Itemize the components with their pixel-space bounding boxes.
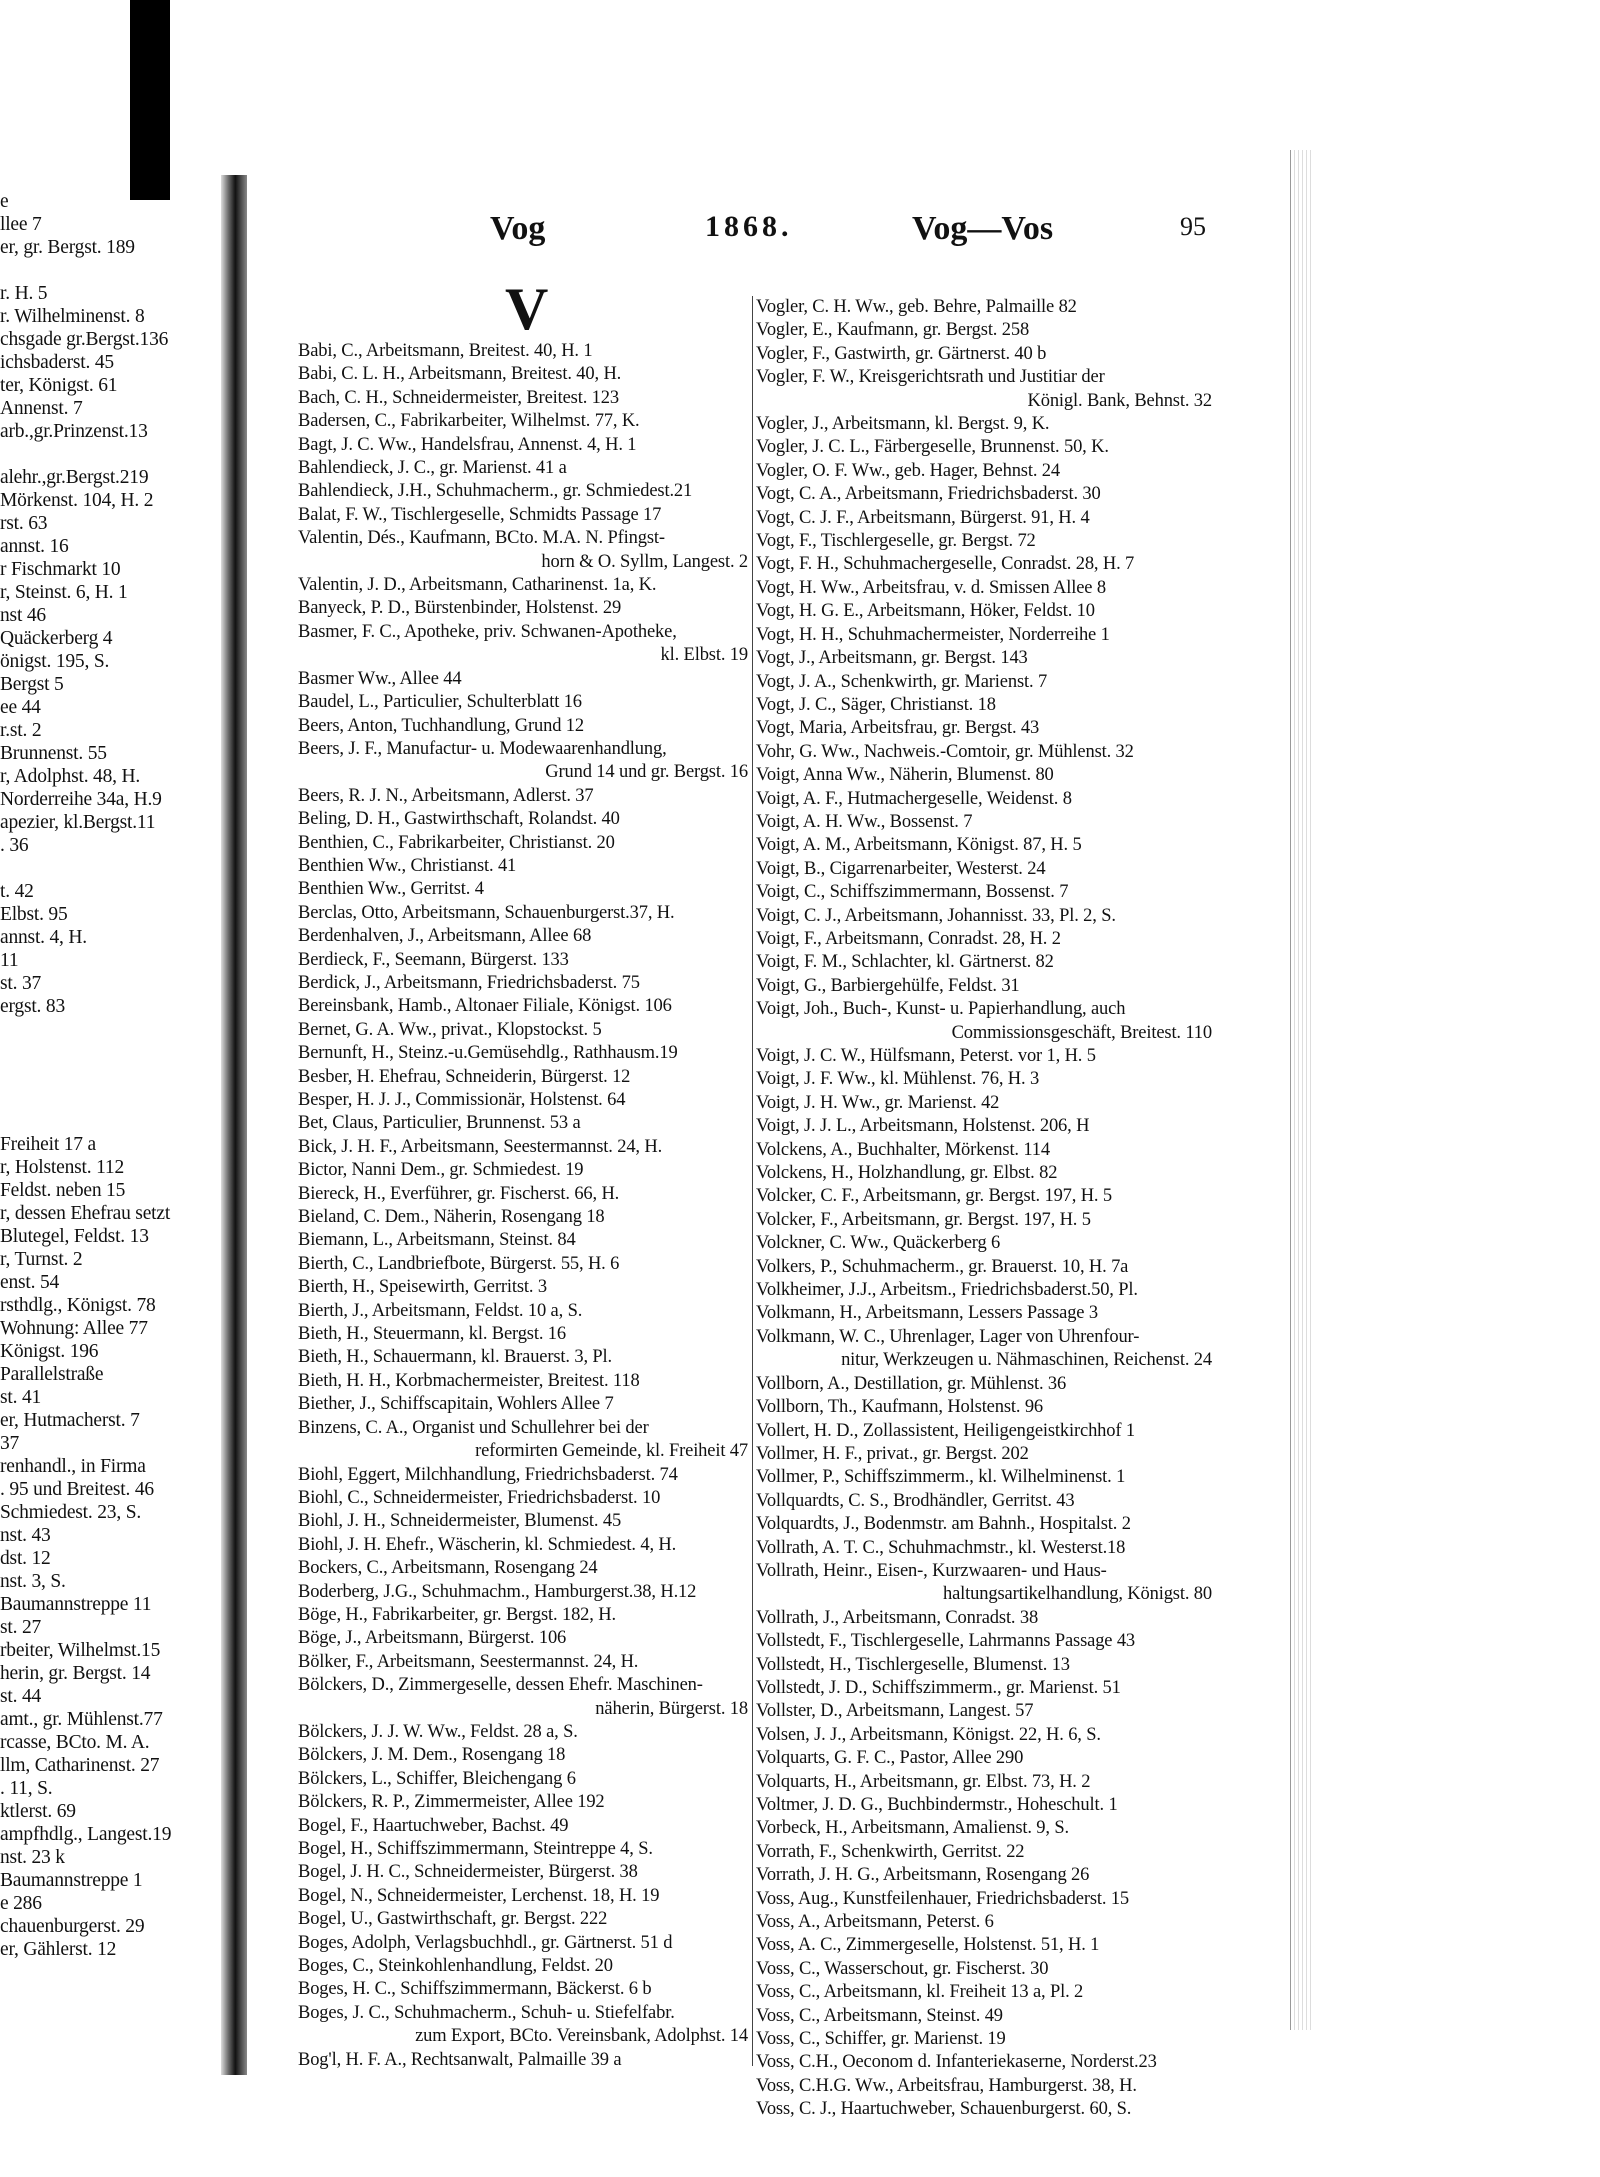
left-page-line: r, Steinst. 6, H. 1 [0, 582, 128, 603]
directory-entry: Bierth, J., Arbeitsmann, Feldst. 10 a, S. [298, 1300, 583, 1321]
left-page-line [0, 1110, 226, 1133]
directory-entry: Binzens, C. A., Organist und Schullehrer bei der [298, 1417, 649, 1438]
left-page-line: Parallelstraße [0, 1364, 104, 1385]
directory-entry: Beling, D. H., Gastwirthschaft, Rolandst. 40 [298, 809, 620, 830]
directory-entry: Bahlendieck, J.H., Schuhmacherm., gr. Schmiedest.21 [298, 481, 693, 502]
left-page-line: e [0, 191, 9, 212]
directory-entry: Berdieck, F., Seemann, Bürgerst. 133 [298, 949, 569, 970]
directory-entry: Voigt, J. F. Ww., kl. Mühlenst. 76, H. 3 [756, 1069, 1040, 1090]
directory-entry: Vogler, F. W., Kreisgerichtsrath und Justitiar der [756, 367, 1105, 388]
directory-entry-continuation: zum Export, BCto. Vereinsbank, Adolphst. 14 [415, 2026, 748, 2047]
directory-entry: Bahlendieck, J. C., gr. Marienst. 41 a [298, 458, 567, 479]
left-page-line: r, dessen Ehefrau setzt [0, 1203, 171, 1224]
directory-entry: Vogler, O. F. Ww., geb. Hager, Behnst. 24 [756, 460, 1060, 481]
directory-entry: Voigt, G., Barbiergehülfe, Feldst. 31 [756, 975, 1020, 996]
header-left: Vog [490, 210, 546, 247]
directory-entry: Bogel, J. H. C., Schneidermeister, Bürgerst. 38 [298, 1862, 638, 1883]
left-page-line: 11 [0, 950, 19, 971]
directory-entry: Bieth, H., Steuermann, kl. Bergst. 16 [298, 1324, 566, 1345]
directory-entry: Voss, C., Arbeitsmann, Steinst. 49 [756, 2005, 1003, 2026]
directory-entry: Boges, J. C., Schuhmacherm., Schuh- u. Stiefelfabr. [298, 2002, 675, 2023]
left-page-line: Königst. 196 [0, 1341, 99, 1362]
left-page-line: Baumannstreppe 1 [0, 1870, 143, 1891]
directory-entry: Bictor, Nanni Dem., gr. Schmiedest. 19 [298, 1160, 584, 1181]
left-page-line [0, 1018, 226, 1041]
directory-entry-continuation: Königl. Bank, Behnst. 32 [1027, 390, 1212, 411]
left-page-line [0, 443, 226, 466]
page-number: 95 [1180, 212, 1206, 241]
directory-entry: Bernet, G. A. Ww., privat., Klopstockst. 5 [298, 1019, 602, 1040]
left-page-line: chauenburgerst. 29 [0, 1916, 145, 1937]
directory-entry: Vogler, J., Arbeitsmann, kl. Bergst. 9, K. [756, 414, 1050, 435]
left-page-line: llee 7 [0, 214, 42, 235]
directory-entry: Voss, C., Wasserschout, gr. Fischerst. 30 [756, 1958, 1049, 1979]
left-page-line [0, 1087, 226, 1110]
directory-entry: Vogler, C. H. Ww., geb. Behre, Palmaille 82 [756, 297, 1077, 317]
directory-entry-continuation: reformirten Gemeinde, kl. Freiheit 47 [475, 1441, 748, 1462]
directory-entry: Bernunft, H., Steinz.-u.Gemüsehdlg., Rathhausm.19 [298, 1043, 678, 1064]
left-page-line: apezier, kl.Bergst.11 [0, 812, 156, 833]
directory-entry: Voigt, F., Arbeitsmann, Conradst. 28, H. 2 [756, 928, 1061, 949]
directory-entry: Vollstedt, F., Tischlergeselle, Lahrmanns Passage 43 [756, 1631, 1136, 1652]
directory-entry: Voigt, A. H. Ww., Bossenst. 7 [756, 811, 973, 832]
left-page-line: . 11, S. [0, 1778, 53, 1799]
directory-entry: Bogel, H., Schiffszimmermann, Steintreppe 4, S. [298, 1839, 653, 1859]
directory-entry: Voss, A., Arbeitsmann, Peterst. 6 [756, 1912, 994, 1933]
left-page-line: er, gr. Bergst. 189 [0, 237, 135, 258]
left-page-line: t. 42 [0, 881, 34, 902]
directory-entry: Vollrath, A. T. C., Schuhmachmstr., kl. Westerst.18 [756, 1537, 1126, 1558]
directory-entry: Volquardts, J., Bodenmstr. am Bahnh., Hospitalst. 2 [756, 1514, 1131, 1535]
left-page-line: Wohnung: Allee 77 [0, 1318, 148, 1339]
directory-entry: Bölckers, J. J. W. Ww., Feldst. 28 a, S. [298, 1721, 578, 1742]
directory-entry: Boges, Adolph, Verlagsbuchhdl., gr. Gärtnerst. 51 d [298, 1932, 673, 1953]
directory-entry: Voss, C., Schiffer, gr. Marienst. 19 [756, 2029, 1006, 2050]
left-page-line: st. 27 [0, 1617, 42, 1638]
header-year: 1868. [705, 210, 793, 243]
directory-entry: Voigt, B., Cigarrenarbeiter, Westerst. 24 [756, 858, 1046, 879]
directory-entry: Vogt, J. C., Säger, Christianst. 18 [756, 694, 996, 715]
directory-entry: Bereinsbank, Hamb., Altonaer Filiale, Königst. 106 [298, 996, 672, 1017]
directory-entry: Banyeck, P. D., Bürstenbinder, Holstenst. 29 [298, 598, 622, 619]
directory-entry: Vogt, H. H., Schuhmachermeister, Norderreihe 1 [756, 624, 1110, 645]
left-page-line: . 36 [0, 835, 29, 856]
directory-entry: Berclas, Otto, Arbeitsmann, Schauenburgerst.37, H. [298, 902, 675, 923]
directory-entry: Vorrath, J. H. G., Arbeitsmann, Rosengang 26 [756, 1865, 1090, 1886]
left-page-line: ktlerst. 69 [0, 1801, 76, 1822]
directory-entry: Bierth, H., Speisewirth, Gerritst. 3 [298, 1277, 547, 1298]
directory-entry: Voss, A. C., Zimmergeselle, Holstenst. 51, H. 1 [756, 1935, 1100, 1956]
left-page-line: Annenst. 7 [0, 398, 83, 419]
directory-entry: Bagt, J. C. Ww., Handelsfrau, Annenst. 4, H. 1 [298, 434, 637, 455]
directory-entry: Volquarts, H., Arbeitsmann, gr. Elbst. 73, H. 2 [756, 1771, 1091, 1792]
directory-entry: Beers, J. F., Manufactur- u. Modewaarenhandlung, [298, 738, 667, 759]
directory-entry: Volcker, C. F., Arbeitsmann, gr. Bergst. 197, H. 5 [756, 1186, 1112, 1207]
left-page-line: rsthdlg., Königst. 78 [0, 1295, 156, 1316]
left-page-line: Bergst 5 [0, 674, 64, 695]
directory-entry: Bog'l, H. F. A., Rechtsanwalt, Palmaille 39 a [298, 2049, 622, 2070]
left-page-line: arb.,gr.Prinzenst.13 [0, 421, 148, 442]
header-right: Vog—Vos [912, 210, 1054, 247]
directory-entry: Vogt, Maria, Arbeitsfrau, gr. Bergst. 43 [756, 718, 1040, 739]
directory-entry: Voss, C.H., Oeconom d. Infanteriekaserne, Norderst.23 [756, 2052, 1157, 2073]
directory-entry: Voigt, A. M., Arbeitsmann, Königst. 87, H. 5 [756, 835, 1082, 856]
left-page-line: ter, Königst. 61 [0, 375, 118, 396]
left-page-line: önigst. 195, S. [0, 651, 110, 672]
directory-entry: Vogt, H. Ww., Arbeitsfrau, v. d. Smissen Allee 8 [756, 577, 1106, 598]
left-page-line: chsgade gr.Bergst.136 [0, 329, 169, 350]
left-page-line: st. 37 [0, 973, 42, 994]
directory-entry: Bieland, C. Dem., Näherin, Rosengang 18 [298, 1207, 605, 1228]
left-page-line [0, 259, 226, 282]
directory-entry: Biohl, J. H. Ehefr., Wäscherin, kl. Schmiedest. 4, H. [298, 1534, 677, 1555]
left-page-line: renhandl., in Firma [0, 1456, 146, 1477]
left-page-line: er, Gählerst. 12 [0, 1939, 117, 1960]
directory-entry: Voss, Aug., Kunstfeilenhauer, Friedrichsbaderst. 15 [756, 1888, 1130, 1909]
directory-entry: Voigt, Anna Ww., Näherin, Blumenst. 80 [756, 765, 1054, 786]
directory-entry: Bölckers, D., Zimmergeselle, dessen Ehefr. Maschinen- [298, 1675, 703, 1696]
directory-entry: Voltmer, J. D. G., Buchbindermstr., Hoheschult. 1 [756, 1795, 1118, 1815]
directory-entry: Volkers, P., Schuhmacherm., gr. Brauerst. 10, H. 7a [756, 1256, 1129, 1277]
directory-entry: Bet, Claus, Particulier, Brunnenst. 53 a [298, 1113, 581, 1134]
directory-entry: Bölker, F., Arbeitsmann, Seestermannst. 24, H. [298, 1651, 639, 1672]
directory-entry: Biemann, L., Arbeitsmann, Steinst. 84 [298, 1230, 576, 1251]
directory-entry: Voigt, J. J. L., Arbeitsmann, Holstenst. 206, H [756, 1116, 1090, 1137]
left-page-line [0, 1041, 226, 1064]
directory-entry: Bieth, H. H., Korbmachermeister, Breitest. 118 [298, 1370, 640, 1391]
directory-entry: Benthien Ww., Christianst. 41 [298, 855, 517, 876]
directory-entry-continuation: Grund 14 und gr. Bergst. 16 [545, 762, 748, 783]
directory-entry: Vogt, F. H., Schuhmachergeselle, Conradst. 28, H. 7 [756, 554, 1135, 575]
directory-entry: Vollrath, Heinr., Eisen-, Kurzwaaren- und Haus- [756, 1560, 1107, 1581]
directory-entry: Voigt, F. M., Schlachter, kl. Gärtnerst. 82 [756, 952, 1054, 973]
directory-entry: Boges, C., Steinkohlenhandlung, Feldst. 20 [298, 1956, 613, 1977]
directory-entry: Vollquardts, C. S., Brodhändler, Gerritst. 43 [756, 1490, 1075, 1511]
left-page-line: r, Turnst. 2 [0, 1249, 83, 1270]
directory-entry: Vogler, F., Gastwirth, gr. Gärtnerst. 40 b [756, 343, 1047, 364]
directory-entry: Vogt, F., Tischlergeselle, gr. Bergst. 72 [756, 531, 1036, 552]
left-page-line: nst. 23 k [0, 1847, 65, 1868]
left-page-line: enst. 54 [0, 1272, 60, 1293]
left-page-fragment [0, 190, 226, 2070]
directory-entry: Biohl, J. H., Schneidermeister, Blumenst. 45 [298, 1511, 622, 1532]
directory-entry: Volsen, J. J., Arbeitsmann, Königst. 22, H. 6, S. [756, 1724, 1101, 1745]
page-edge [1290, 150, 1311, 2030]
left-page-line: Freiheit 17 a [0, 1134, 96, 1155]
directory-entry: Benthien Ww., Gerritst. 4 [298, 879, 484, 900]
directory-entry: Bockers, C., Arbeitsmann, Rosengang 24 [298, 1558, 598, 1579]
left-page-line: Blutegel, Feldst. 13 [0, 1226, 149, 1247]
directory-entry: Böge, J., Arbeitsmann, Bürgerst. 106 [298, 1628, 567, 1649]
left-page-line: er, Hutmacherst. 7 [0, 1410, 140, 1431]
directory-entry: Vohr, G. Ww., Nachweis.-Comtoir, gr. Mühlenst. 32 [756, 741, 1134, 762]
left-page-line [0, 1064, 226, 1087]
book-gutter [221, 175, 247, 2075]
directory-entry: Vollrath, J., Arbeitsmann, Conradst. 38 [756, 1607, 1039, 1628]
directory-entry: Biereck, H., Everführer, gr. Fischerst. 66, H. [298, 1183, 620, 1204]
directory-entry: Vollert, H. D., Zollassistent, Heiligengeistkirchhof 1 [756, 1420, 1135, 1441]
directory-entry: Bick, J. H. F., Arbeitsmann, Seestermannst. 24, H. [298, 1136, 663, 1157]
left-page-line [0, 857, 226, 880]
left-page-line: r. Wilhelminenst. 8 [0, 306, 145, 327]
directory-entry: Badersen, C., Fabrikarbeiter, Wilhelmst. 77, K. [298, 411, 640, 432]
section-letter: V [505, 276, 549, 342]
directory-entry: Vollster, D., Arbeitsmann, Langest. 57 [756, 1701, 1034, 1722]
left-page-line: st. 44 [0, 1686, 42, 1707]
directory-entry-continuation: horn & O. Syllm, Langest. 2 [541, 551, 748, 572]
directory-entry: Beers, Anton, Tuchhandlung, Grund 12 [298, 715, 584, 736]
directory-entry: Basmer Ww., Allee 44 [298, 668, 462, 689]
directory-entry: Voss, C. J., Haartuchweber, Schauenburgerst. 60, S. [756, 2099, 1132, 2120]
left-page-line: nst 46 [0, 605, 46, 626]
left-page-line: Schmiedest. 23, S. [0, 1502, 142, 1523]
directory-entry: Bieth, H., Schauermann, kl. Brauerst. 3, Pl. [298, 1347, 613, 1368]
directory-entry: Babi, C. L. H., Arbeitsmann, Breitest. 40, H. [298, 364, 622, 385]
directory-entry: Bölckers, R. P., Zimmermeister, Allee 192 [298, 1792, 605, 1813]
left-page-line: annst. 4, H. [0, 927, 87, 948]
directory-entry: Vollmer, H. F., privat., gr. Bergst. 202 [756, 1443, 1029, 1464]
directory-entry: Valentin, Dés., Kaufmann, BCto. M.A. N. Pfingst- [298, 528, 665, 549]
directory-entry: Balat, F. W., Tischlergeselle, Schmidts Passage 17 [298, 504, 662, 525]
left-page-line: Elbst. 95 [0, 904, 68, 925]
directory-entry: Voigt, C. J., Arbeitsmann, Johannisst. 33, Pl. 2, S. [756, 905, 1116, 926]
directory-entry: Böge, H., Fabrikarbeiter, gr. Bergst. 182, H. [298, 1604, 616, 1625]
left-page-line: Feldst. neben 15 [0, 1180, 126, 1201]
directory-entry: Volkmann, H., Arbeitsmann, Lessers Passage 3 [756, 1303, 1098, 1324]
left-page-line: Norderreihe 34a, H.9 [0, 789, 162, 810]
directory-entry: Vogler, E., Kaufmann, gr. Bergst. 258 [756, 320, 1030, 341]
left-page-line: r.st. 2 [0, 720, 42, 741]
left-page-line: r. H. 5 [0, 283, 48, 304]
left-page-line: rst. 63 [0, 513, 48, 534]
directory-entry: Volckner, C. Ww., Quäckerberg 6 [756, 1233, 1001, 1254]
directory-entry: Bogel, N., Schneidermeister, Lerchenst. 18, H. 19 [298, 1885, 660, 1906]
directory-entry: Vorrath, F., Schenkwirth, Gerritst. 22 [756, 1841, 1025, 1862]
left-page-line: herin, gr. Bergst. 14 [0, 1663, 151, 1684]
directory-entry: Voss, C., Arbeitsmann, kl. Freiheit 13 a, Pl. 2 [756, 1982, 1084, 2003]
directory-entry: Besber, H. Ehefrau, Schneiderin, Bürgerst. 12 [298, 1066, 631, 1087]
directory-entry: Volckens, A., Buchhalter, Mörkenst. 114 [756, 1139, 1050, 1160]
directory-entry: Vollstedt, H., Tischlergeselle, Blumenst. 13 [756, 1654, 1070, 1675]
directory-entry: Voigt, Joh., Buch-, Kunst- u. Papierhandlung, auch [756, 999, 1126, 1020]
directory-entry: Volkmann, W. C., Uhrenlager, Lager von Uhrenfour- [756, 1326, 1140, 1347]
column-right [756, 296, 1212, 2122]
left-page-line: Quäckerberg 4 [0, 628, 113, 649]
left-page-line: Mörkenst. 104, H. 2 [0, 490, 154, 511]
left-page-line: rbeiter, Wilhelmst.15 [0, 1640, 161, 1661]
left-page-line: dst. 12 [0, 1548, 51, 1569]
column-divider [752, 296, 753, 2066]
left-page-line: ampfhdlg., Langest.19 [0, 1824, 172, 1845]
binding-shadow [130, 0, 170, 200]
left-page-line: ichsbaderst. 45 [0, 352, 114, 373]
directory-entry: Voss, C.H.G. Ww., Arbeitsfrau, Hamburgerst. 38, H. [756, 2075, 1137, 2096]
directory-entry: Volquarts, G. F. C., Pastor, Allee 290 [756, 1748, 1024, 1769]
directory-entry: Bogel, F., Haartuchweber, Bachst. 49 [298, 1815, 569, 1836]
left-page-line: annst. 16 [0, 536, 69, 557]
left-page-line: ee 44 [0, 697, 41, 718]
column-left [298, 340, 748, 2072]
directory-entry: Bölckers, L., Schiffer, Bleichengang 6 [298, 1768, 576, 1789]
directory-entry: Valentin, J. D., Arbeitsmann, Catharinenst. 1a, K. [298, 575, 657, 596]
directory-entry: Voigt, C., Schiffszimmermann, Bossenst. 7 [756, 882, 1069, 903]
directory-entry: Vollborn, A., Destillation, gr. Mühlenst. 36 [756, 1373, 1067, 1394]
left-page-line: nst. 43 [0, 1525, 51, 1546]
directory-entry: Bierth, C., Landbriefbote, Bürgerst. 55, H. 6 [298, 1253, 620, 1274]
left-page-line: . 95 und Breitest. 46 [0, 1479, 154, 1500]
directory-entry: Vogt, J. A., Schenkwirth, gr. Marienst. 7 [756, 671, 1048, 692]
directory-entry: Baudel, L., Particulier, Schulterblatt 16 [298, 692, 582, 713]
directory-entry: Vogler, J. C. L., Färbergeselle, Brunnenst. 50, K. [756, 437, 1109, 458]
directory-entry-continuation: nitur, Werkzeugen u. Nähmaschinen, Reichenst. 24 [841, 1350, 1212, 1371]
directory-entry: Berdenhalven, J., Arbeitsmann, Allee 68 [298, 926, 592, 947]
directory-entry: Bach, C. H., Schneidermeister, Breitest. 123 [298, 387, 619, 408]
left-page-line: nst. 3, S. [0, 1571, 66, 1592]
directory-entry: Voigt, J. H. Ww., gr. Marienst. 42 [756, 1092, 1000, 1113]
directory-entry: Beers, R. J. N., Arbeitsmann, Adlerst. 37 [298, 785, 594, 806]
directory-entry-continuation: kl. Elbst. 19 [660, 645, 748, 666]
directory-entry-continuation: haltungsartikelhandlung, Königst. 80 [943, 1584, 1212, 1605]
directory-entry: Basmer, F. C., Apotheke, priv. Schwanen-Apotheke, [298, 621, 677, 642]
left-page-line: r, Adolphst. 48, H. [0, 766, 141, 787]
directory-entry-continuation: Commissionsgeschäft, Breitest. 110 [951, 1022, 1212, 1043]
left-page-line: r, Holstenst. 112 [0, 1157, 125, 1178]
directory-entry: Vogt, H. G. E., Arbeitsmann, Höker, Feldst. 10 [756, 601, 1095, 622]
left-page-line: 37 [0, 1433, 20, 1454]
directory-entry: Vollborn, Th., Kaufmann, Holstenst. 96 [756, 1397, 1044, 1418]
left-page-line: llm, Catharinenst. 27 [0, 1755, 160, 1776]
left-page-line: r Fischmarkt 10 [0, 559, 121, 580]
directory-entry: Babi, C., Arbeitsmann, Breitest. 40, H. 1 [298, 341, 593, 361]
directory-entry: Biether, J., Schiffscapitain, Wohlers Allee 7 [298, 1394, 614, 1415]
left-page-line: Baumannstreppe 11 [0, 1594, 152, 1615]
directory-entry: Boderberg, J.G., Schuhmachm., Hamburgerst.38, H.12 [298, 1581, 697, 1602]
directory-entry: Benthien, C., Fabrikarbeiter, Christianst. 20 [298, 832, 615, 853]
directory-entry: Volkheimer, J.J., Arbeitsm., Friedrichsbaderst.50, Pl. [756, 1280, 1138, 1301]
left-page-line: ergst. 83 [0, 996, 66, 1017]
directory-entry: Vorbeck, H., Arbeitsmann, Amalienst. 9, S. [756, 1818, 1069, 1839]
left-page-line: st. 41 [0, 1387, 42, 1408]
directory-entry: Vogt, J., Arbeitsmann, gr. Bergst. 143 [756, 648, 1028, 669]
left-page-line: alehr.,gr.Bergst.219 [0, 467, 149, 488]
directory-entry: Vogt, C. A., Arbeitsmann, Friedrichsbaderst. 30 [756, 484, 1101, 505]
directory-entry: Voigt, J. C. W., Hülfsmann, Peterst. vor 1, H. 5 [756, 1046, 1096, 1066]
left-page-line: amt., gr. Mühlenst.77 [0, 1709, 163, 1730]
directory-entry: Bogel, U., Gastwirthschaft, gr. Bergst. 222 [298, 1909, 608, 1930]
directory-entry: Biohl, Eggert, Milchhandlung, Friedrichsbaderst. 74 [298, 1464, 678, 1485]
left-page-line: Brunnenst. 55 [0, 743, 107, 764]
directory-entry: Biohl, C., Schneidermeister, Friedrichsbaderst. 10 [298, 1487, 661, 1508]
directory-entry: Berdick, J., Arbeitsmann, Friedrichsbaderst. 75 [298, 972, 640, 993]
left-page-line: e 286 [0, 1893, 42, 1914]
directory-entry: Volcker, F., Arbeitsmann, gr. Bergst. 197, H. 5 [756, 1209, 1091, 1230]
directory-entry: Bölckers, J. M. Dem., Rosengang 18 [298, 1745, 566, 1766]
directory-entry-continuation: näherin, Bürgerst. 18 [595, 1698, 748, 1719]
directory-entry: Boges, H. C., Schiffszimmermann, Bäckerst. 6 b [298, 1979, 652, 2000]
directory-entry: Besper, H. J. J., Commissionär, Holstenst. 64 [298, 1090, 626, 1110]
directory-entry: Volckens, H., Holzhandlung, gr. Elbst. 82 [756, 1163, 1058, 1184]
page-header [290, 210, 1290, 250]
left-page-line: rcasse, BCto. M. A. [0, 1732, 150, 1753]
directory-entry: Vollstedt, J. D., Schiffszimmerm., gr. Marienst. 51 [756, 1677, 1121, 1698]
directory-entry: Vogt, C. J. F., Arbeitsmann, Bürgerst. 91, H. 4 [756, 507, 1090, 528]
directory-entry: Vollmer, P., Schiffszimmerm., kl. Wilhelminenst. 1 [756, 1467, 1126, 1488]
directory-entry: Voigt, A. F., Hutmachergeselle, Weidenst. 8 [756, 788, 1072, 809]
